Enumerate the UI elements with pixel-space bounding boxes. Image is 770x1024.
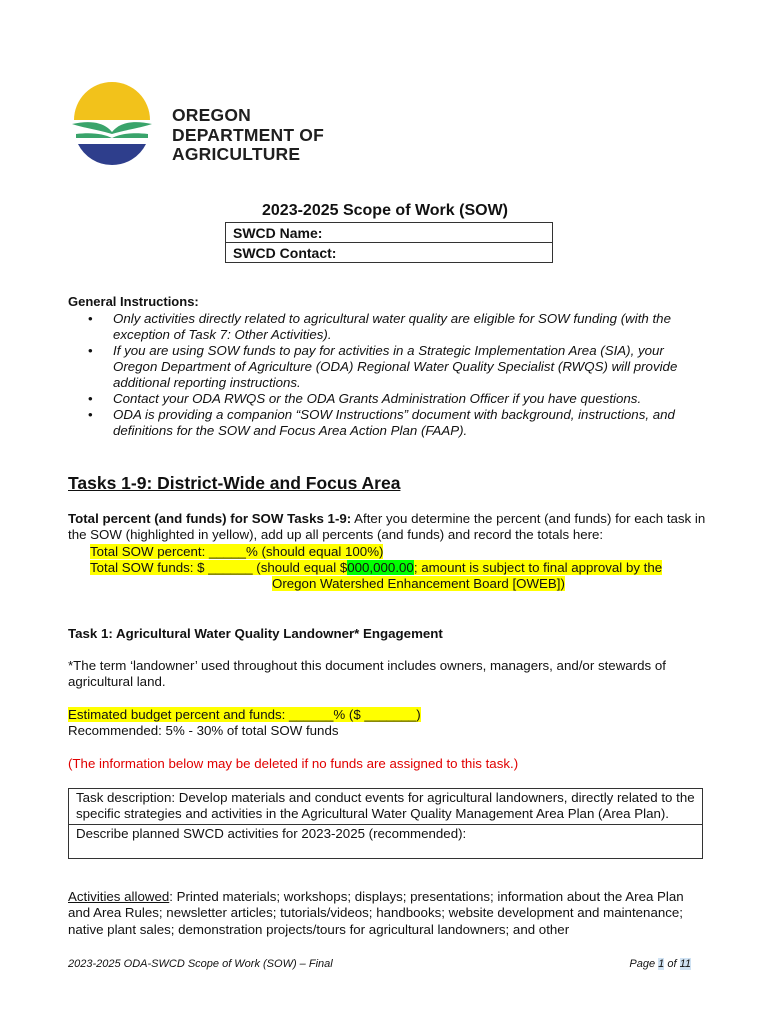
task1-budget-line [68,707,708,723]
instruction-bullet: • ODA is providing a companion “SOW Instructions” document with background, instructions, and definitions for the SOW and Focus Area Action Plan (FAAP). [88,407,708,439]
task1-recommended: Recommended: 5% - 30% of total SOW funds [68,723,339,738]
total-funds-text-a[interactable]: Total SOW funds: $ ______ (should equal $ [90,560,348,575]
logo-line-oregon: OREGON [172,105,251,125]
landowner-note: *The term ‘landowner’ used throughout this document includes owners, managers, and/or stewards of agricultural land. [68,658,666,690]
page-footer [68,958,691,970]
swcd-name-field[interactable]: SWCD Name: [226,223,553,243]
total-instructions [68,511,708,544]
activities-allowed-label: Activities allowed [68,889,170,904]
total-pages: 11 [679,958,691,970]
total-lead: Total percent (and funds) for SOW Tasks 1-9: [68,511,352,526]
task1-table [68,788,703,859]
task1-delete-note: (The information below may be deleted if no funds are assigned to this task.) [68,756,519,771]
oda-logo-mark [70,82,154,166]
task1-budget-text[interactable]: Estimated budget percent and funds: ______% ($ _______) [68,707,421,722]
activities-allowed-text: : Printed materials; workshops; displays; presentations; information about the Area Plan and Area Rules; newsletter articles; tutorials/videos; handbooks; website development and maintenance; native plant sales; demonstration projects/tours for agricultural landowners; and other [68,889,684,937]
total-percent-line [90,544,710,560]
task1-planned-activities-cell[interactable]: Describe planned SWCD activities for 2023-2025 (recommended): [69,825,703,859]
task1-description-cell: Task description: Develop materials and conduct events for agricultural landowners, directly related to the specific strategies and activities in the Agricultural Water Quality Management Area Plan (Area Plan). [69,789,703,825]
instruction-bullet: • If you are using SOW funds to pay for activities in a Strategic Implementation Area (SIA), your Oregon Department of Agriculture (ODA) Regional Water Quality Specialist (RWQS) will provide additional reporting instructions. [88,343,708,391]
total-funds-line-2 [272,576,712,592]
logo-line-department: DEPARTMENT OF [172,124,324,145]
document-title: 2023-2025 Scope of Work (SOW) [262,202,508,219]
oda-logo-text [172,106,324,165]
total-funds-text-c: Oregon Watershed Enhancement Board [OWEB]) [272,576,565,591]
tasks-section-heading: Tasks 1-9: District-Wide and Focus Area [68,473,401,493]
footer-document-title: 2023-2025 ODA-SWCD Scope of Work (SOW) – Final [68,958,333,970]
page-label: Page [629,958,659,970]
task1-heading: Task 1: Agricultural Water Quality Landowner* Engagement [68,626,443,641]
page-of: of [664,958,680,970]
general-instructions-list [88,311,708,439]
general-instructions-heading: General Instructions: [68,294,199,309]
total-funds-line [90,560,710,576]
total-funds-amount: 000,000.00 [347,560,414,575]
current-page: 1 [658,958,665,970]
swcd-info-table [225,222,553,263]
total-funds-text-b: ; amount is subject to final approval by the [413,560,663,575]
instruction-bullet: • Only activities directly related to agricultural water quality are eligible for SOW funding (with the exception of Task 7: Other Activities). [88,311,708,343]
total-rest: After you determine the percent (and funds) for each task in the SOW (highlighted in yellow), add up all percents (and funds) and record the totals here: [68,511,706,543]
footer-page-number [629,958,691,970]
instruction-bullet: • Contact your ODA RWQS or the ODA Grants Administration Officer if you have questions. [88,391,708,407]
swcd-contact-field[interactable]: SWCD Contact: [226,243,553,263]
total-percent-text[interactable]: Total SOW percent: _____% (should equal 100%) [90,544,384,559]
logo-line-agriculture: AGRICULTURE [172,144,301,164]
task1-activities-allowed [68,889,698,938]
